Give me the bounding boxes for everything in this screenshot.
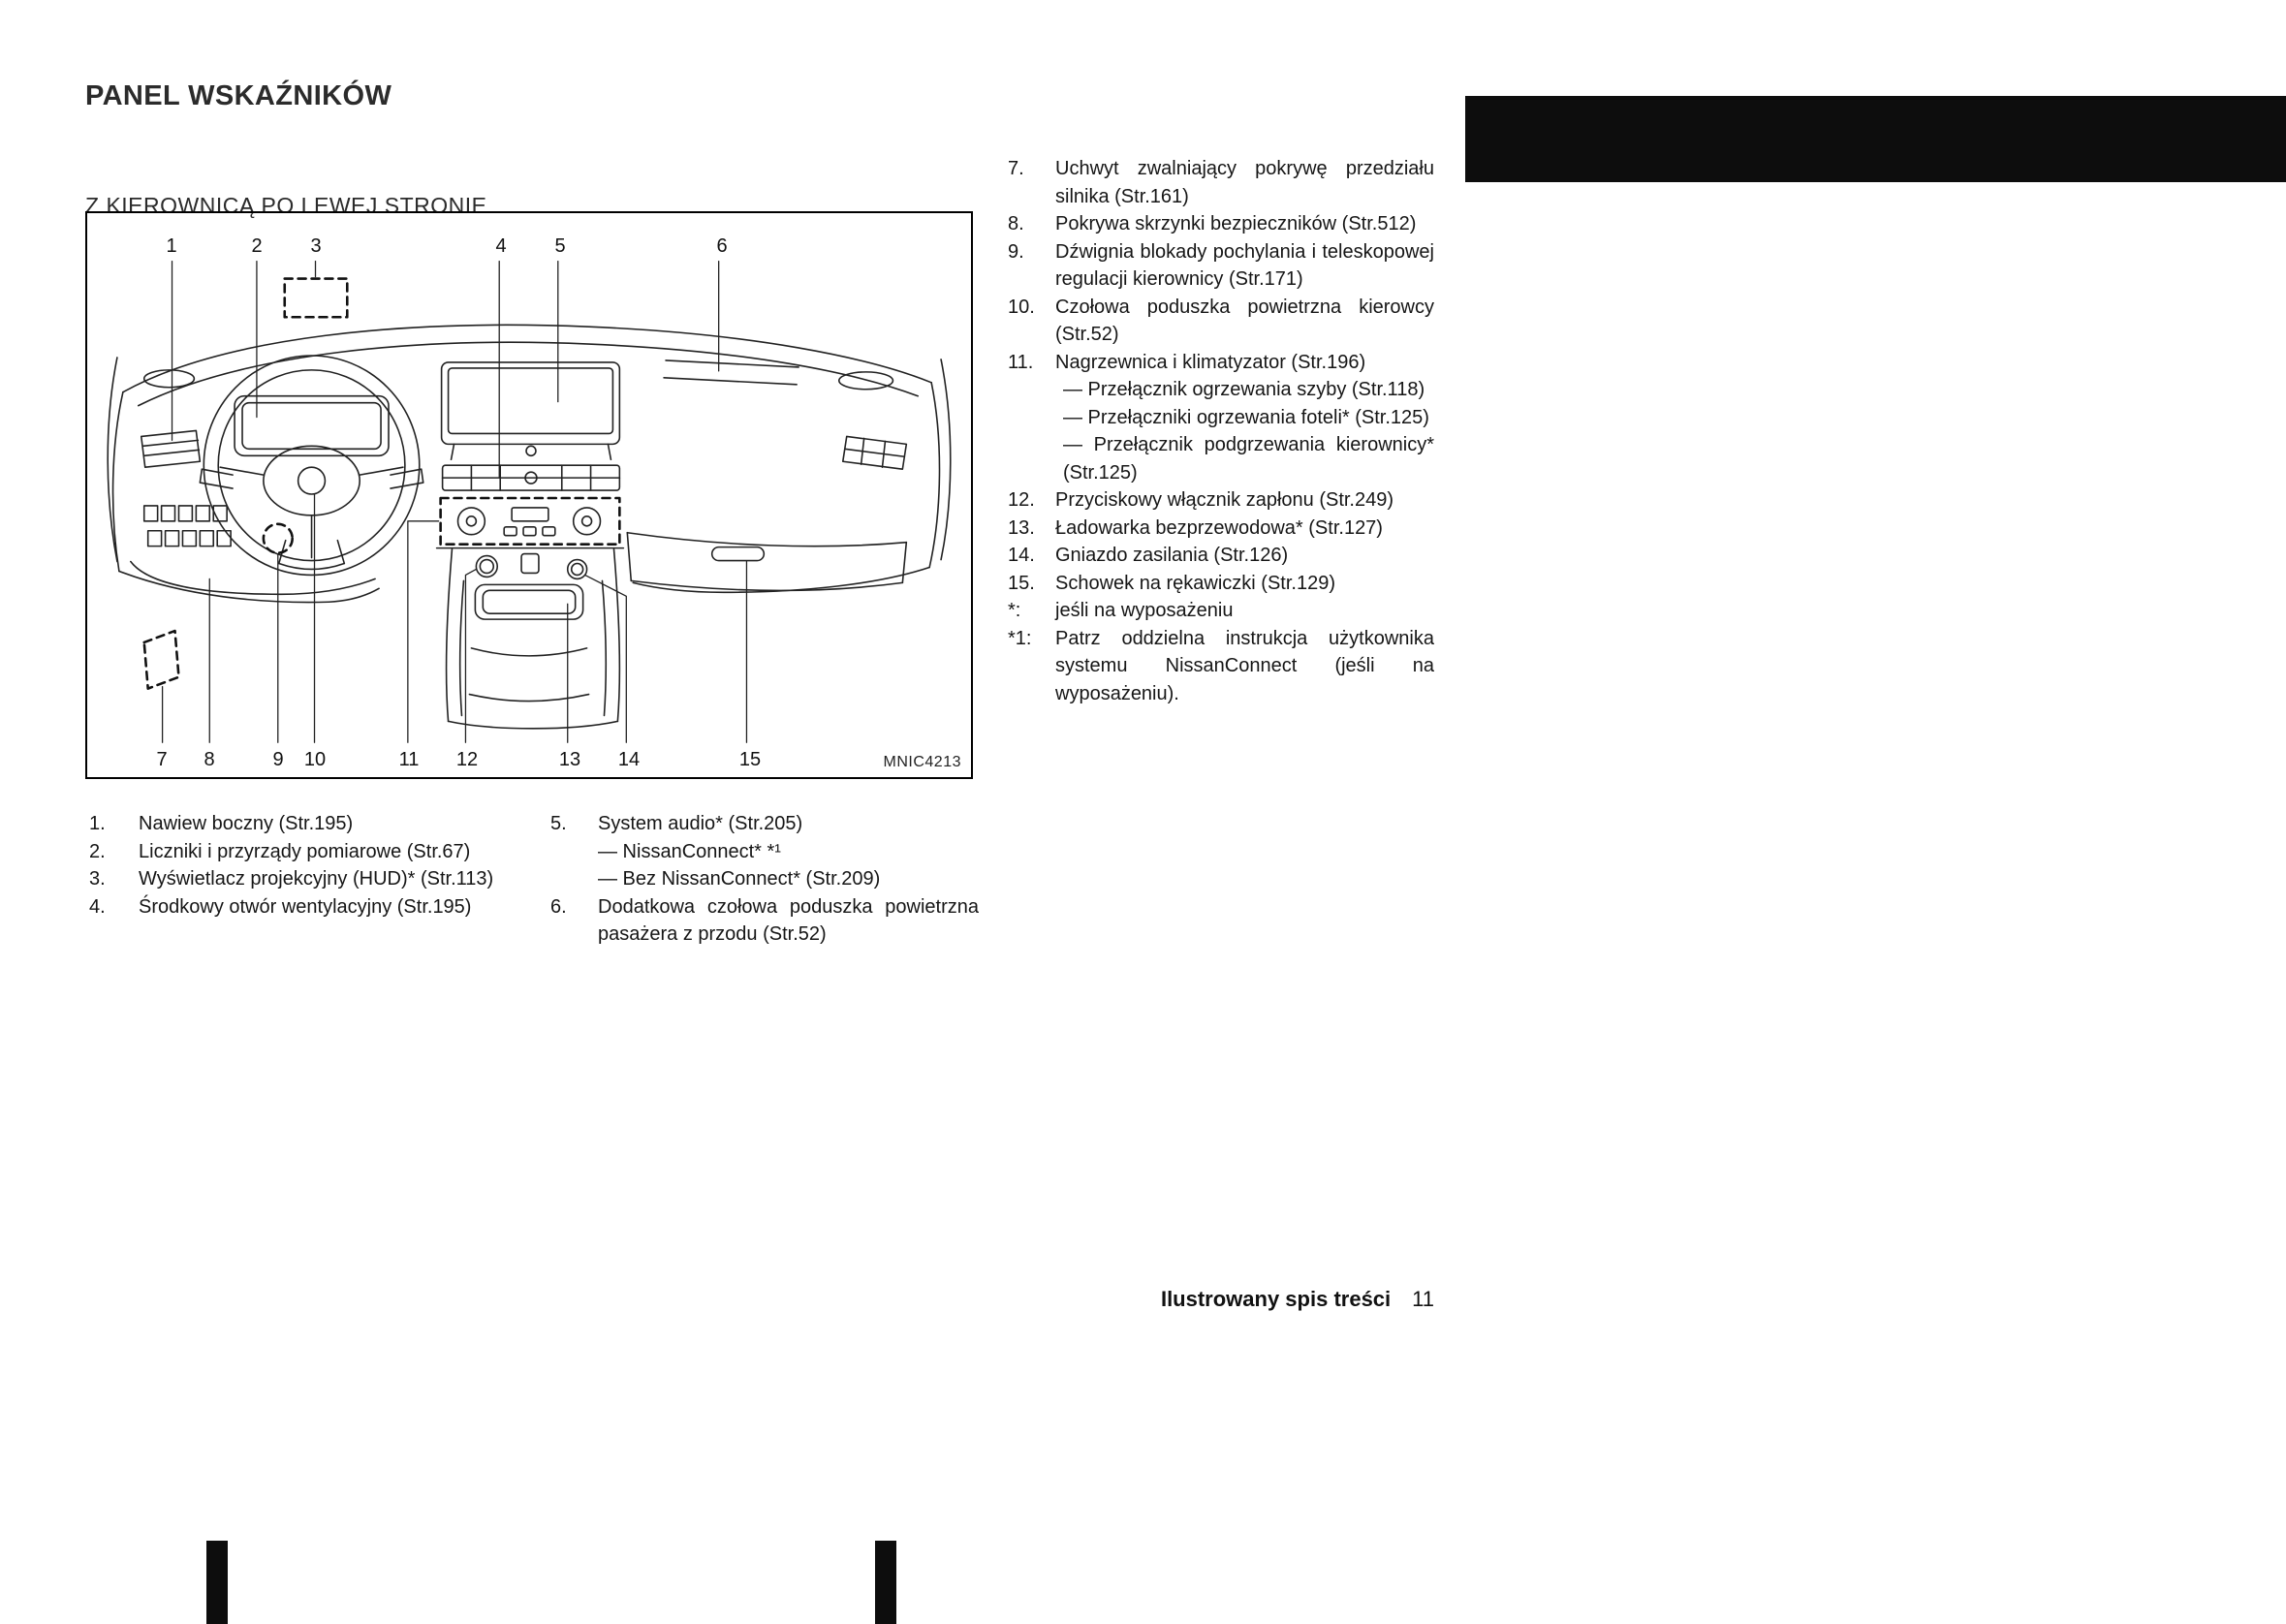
callout-3: 3: [310, 235, 322, 257]
item-number: 4.: [89, 895, 106, 918]
section-heading: Z KIEROWNICĄ PO LEWEJ STRONIE: [85, 193, 487, 219]
page-title: PANEL WSKAŹNIKÓW: [85, 80, 392, 112]
leader-lines: [163, 262, 747, 743]
item-number: 12.: [1008, 489, 1035, 511]
item-number: 8.: [1008, 213, 1024, 234]
center-console: [447, 548, 620, 729]
list-item: [1008, 515, 1434, 543]
callout-9: 9: [272, 749, 284, 770]
switch-panel: [144, 506, 231, 547]
item-text: Środkowy otwór wentylacyjny (Str.195): [139, 895, 472, 918]
callout-2: 2: [251, 235, 263, 257]
item-text: Dodatkowa czołowa poduszka powietrzna pasażera z przodu (Str.52): [598, 895, 979, 945]
item-text: — Przełącznik ogrzewania szyby (Str.118): [1063, 379, 1425, 400]
item-number: 9.: [1008, 240, 1024, 263]
left-vent: [141, 430, 201, 467]
list-item: [550, 810, 979, 838]
item-number: 11.: [1008, 351, 1034, 373]
item-number: *1:: [1008, 627, 1032, 649]
callout-1: 1: [166, 235, 177, 257]
legend-left-column: [89, 810, 496, 921]
item-text: Liczniki i przyrządy pomiarowe (Str.67): [139, 840, 471, 862]
item-text: Dźwignia blokady pochylania i teleskopowej regulacji kierownicy (Str.171): [1055, 240, 1434, 290]
list-subitem: [1008, 404, 1434, 432]
lower-dash-panel: [131, 562, 375, 595]
callout-14: 14: [617, 749, 641, 770]
dashboard-diagram: [85, 211, 973, 779]
hood-release-area: [144, 631, 179, 689]
list-item: [1008, 597, 1434, 625]
registration-mark: [875, 1541, 896, 1624]
tilt-lever-area: [264, 524, 293, 553]
list-item: [89, 865, 496, 893]
item-number: 10.: [1008, 296, 1035, 318]
hud-area: [285, 279, 348, 318]
item-number: *:: [1008, 600, 1021, 621]
legend-right-column: [1008, 155, 1434, 707]
list-item: [1008, 542, 1434, 570]
item-number: 13.: [1008, 516, 1035, 539]
callout-10: 10: [303, 749, 327, 770]
dashboard-outline: [108, 325, 951, 602]
list-item: [1008, 570, 1434, 598]
list-item: [1008, 486, 1434, 515]
item-text: Uchwyt zwalniający pokrywę przedziału silnika (Str.161): [1055, 158, 1434, 207]
page-number: 11: [1412, 1287, 1434, 1311]
item-text: Wyświetlacz projekcyjny (HUD)* (Str.113): [139, 868, 494, 890]
callout-4: 4: [495, 235, 507, 257]
item-text: Gniazdo zasilania (Str.126): [1055, 545, 1289, 566]
item-number: 6.: [550, 895, 567, 918]
list-item: [1008, 349, 1434, 377]
list-subitem: [1008, 431, 1434, 486]
right-vent: [843, 436, 907, 469]
legend-middle-column: [550, 810, 979, 949]
page-footer: [1161, 1287, 1434, 1312]
glovebox-handle: [712, 547, 765, 561]
callout-11: 11: [398, 749, 420, 770]
lower-stack: [437, 548, 624, 579]
callout-5: 5: [554, 235, 566, 257]
power-outlet: [568, 560, 587, 579]
item-text: — Bez NissanConnect* (Str.209): [598, 868, 881, 890]
list-subitem: [550, 865, 979, 893]
list-item: [550, 893, 979, 949]
item-text: Nawiew boczny (Str.195): [139, 813, 354, 834]
callout-13: 13: [558, 749, 581, 770]
callout-12: 12: [455, 749, 479, 770]
center-vent: [443, 465, 620, 490]
item-text: jeśli na wyposażeniu: [1055, 600, 1234, 621]
climate-controls: [441, 498, 620, 545]
list-subitem: [550, 838, 979, 866]
item-text: Ładowarka bezprzewodowa* (Str.127): [1055, 516, 1383, 539]
chapter-edge-tab: [1465, 96, 2286, 182]
item-text: Pokrywa skrzynki bezpieczników (Str.512): [1055, 213, 1417, 234]
item-text: Schowek na rękawiczki (Str.129): [1055, 572, 1336, 594]
registration-mark: [206, 1541, 228, 1624]
item-text: Czołowa poduszka powietrzna kierowcy (Str.52): [1055, 296, 1434, 345]
list-item: [1008, 625, 1434, 708]
passenger-airbag-seam: [664, 360, 799, 385]
dashboard-line-art: [87, 213, 971, 777]
item-number: 1.: [89, 813, 106, 834]
item-number: 7.: [1008, 158, 1024, 179]
callout-15: 15: [738, 749, 762, 770]
list-subitem: [1008, 376, 1434, 404]
callout-6: 6: [716, 235, 728, 257]
right-speaker-grille: [839, 372, 893, 390]
item-text: Przyciskowy włącznik zapłonu (Str.249): [1055, 489, 1394, 511]
item-number: 15.: [1008, 572, 1035, 594]
item-text: Nagrzewnica i klimatyzator (Str.196): [1055, 351, 1366, 373]
item-text: — NissanConnect* *¹: [598, 840, 781, 862]
item-number: 5.: [550, 813, 567, 834]
list-item: [89, 838, 496, 866]
list-item: [89, 893, 496, 921]
touchscreen: [442, 362, 620, 459]
list-item: [1008, 210, 1434, 238]
list-item: [1008, 155, 1434, 210]
footer-section-label: Ilustrowany spis treści: [1160, 1287, 1392, 1311]
item-text: — Przełącznik podgrzewania kierownicy* (Str.125): [1063, 434, 1434, 484]
list-item: [1008, 294, 1434, 349]
item-number: 3.: [89, 868, 106, 890]
list-item: [1008, 238, 1434, 294]
callout-8: 8: [204, 749, 215, 770]
callout-7: 7: [156, 749, 168, 770]
item-number: 2.: [89, 840, 106, 862]
steering-wheel: [204, 356, 419, 575]
list-item: [89, 810, 496, 838]
item-text: — Przełączniki ogrzewania foteli* (Str.125): [1063, 406, 1429, 428]
item-text: Patrz oddzielna instrukcja użytkownika systemu NissanConnect (jeśli na wyposażeniu).: [1055, 627, 1434, 704]
item-text: System audio* (Str.205): [598, 813, 803, 834]
image-code: MNIC4213: [883, 754, 961, 770]
item-number: 14.: [1008, 545, 1035, 566]
